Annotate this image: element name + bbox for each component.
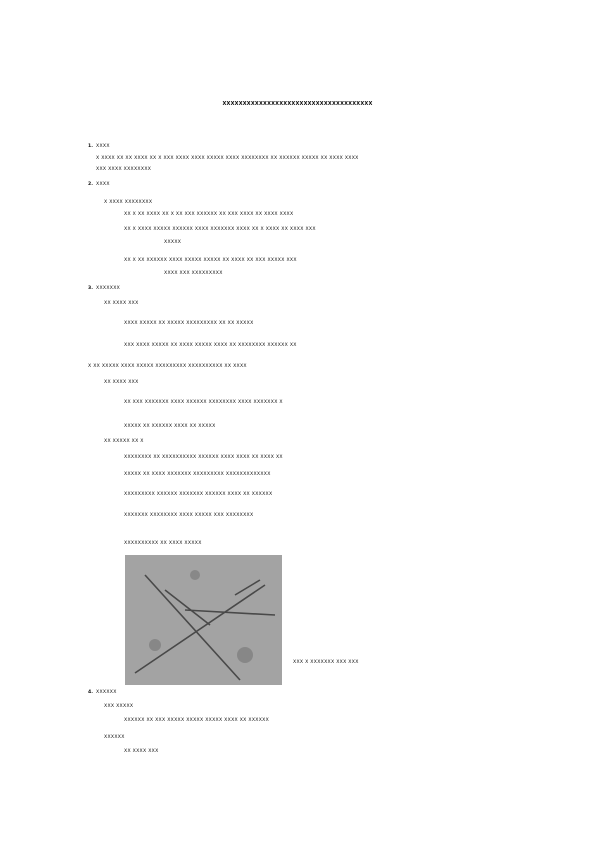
equation-line: XXXX XXXXX XX XXXXX XXXXXXXXX XX XX XXXXX xyxy=(124,321,254,326)
section-3-number: 3. xyxy=(88,286,93,291)
list-item: XX X XX XXXX XX X XX XXX XXXXXX XX XXX XXXX XX XXXX XXXX xyxy=(124,212,294,217)
list-item: XX X XXXX XXXXX XXXXXX XXXX XXXXXXX XXXX XX X XXXX XX XXXX XXX xyxy=(124,227,316,232)
section-3-heading: XXXXXXX xyxy=(96,286,121,291)
section-4-number: 4. xyxy=(88,690,93,695)
subsection-heading: XXXXXX xyxy=(104,735,125,740)
equation-line: XXXXX XX XXXX XXXXXXX XXXXXXXXX XXXXXXXXXXXXX xyxy=(124,472,271,477)
equation-line: XXXXXXX XXXXXXXX XXXX XXXXX XXX XXXXXXXX xyxy=(124,513,254,518)
list-item-continuation: XXXX XXX XXXXXXXXX xyxy=(164,271,223,276)
page-title: XXXXXXXXXXXXXXXXXXXXXXXXXXXXXXXXXXXXX xyxy=(222,101,373,107)
equation-line: XXXXX XX XXXXXX XXXX XX XXXXX xyxy=(124,424,216,429)
subsection-heading: XX XXXX XXX xyxy=(104,380,139,385)
equation-line: X XX XXXXX XXXX XXXXX XXXXXXXXX XXXXXXXXXX XX XXXX xyxy=(88,364,247,369)
equation-line: XXXXXXXXX XXXXXX XXXXXXX XXXXXX XXXX XX XXXXXX xyxy=(124,492,273,497)
paragraph-line: X XXXX XX XX XXXX XX X XXX XXXX XXXX XXXXX XXXX XXXXXXXX XX XXXXXX XXXXX XX XXXX XXXX xyxy=(96,156,359,161)
equation-line: XXXXXXXX XX XXXXXXXXXX XXXXXX XXXX XXXX XX XXXX XX xyxy=(124,455,283,460)
section-1-heading: XXXX xyxy=(96,144,110,149)
equation-line: XX XXX XXXXXXX XXXX XXXXXX XXXXXXXX XXXX XXXXXXX X xyxy=(124,400,283,405)
paragraph-line: XX XXXX XXX xyxy=(124,749,159,754)
section-2-number: 2. xyxy=(88,182,93,187)
section-1-number: 1. xyxy=(88,144,93,149)
list-item: XX X XX XXXXXX XXXX XXXXX XXXXX XX XXXX XX XXX XXXXX XXX xyxy=(124,258,297,263)
equation-line: XXX XXXX XXXXX XX XXXX XXXXX XXXX XX XXXXXXXX XXXXXX XX xyxy=(124,343,297,348)
subsection-heading: X XXXX XXXXXXXX xyxy=(104,200,153,205)
section-4-heading: XXXXXX xyxy=(96,690,117,695)
subsection-heading: XX XXXXX XX X xyxy=(104,439,144,444)
subsection-heading: XXX XXXXX xyxy=(104,704,134,709)
photo-figure xyxy=(125,555,282,685)
subsection-heading: XX XXXX XXX xyxy=(104,301,139,306)
list-item-continuation: XXXXX xyxy=(164,240,182,245)
photo-figure-lines xyxy=(125,555,282,685)
paragraph-line: XXX XXXX XXXXXXXX xyxy=(96,167,152,172)
paragraph-line: XXXXXX XX XXX XXXXX XXXXX XXXXX XXXX XX XXXXXX xyxy=(124,718,270,723)
equation-line: XXXXXXXXXX XX XXXX XXXXX xyxy=(124,541,202,546)
section-2-heading: XXXX xyxy=(96,182,110,187)
figure-caption: XXX X XXXXXXX XXX XXX xyxy=(293,660,359,665)
